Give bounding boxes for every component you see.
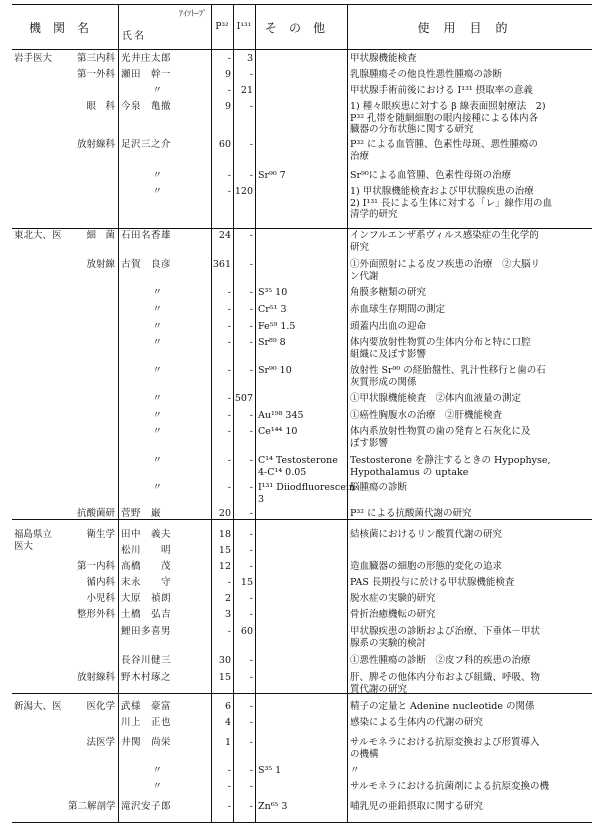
empty-cell-dash: - [227,426,231,437]
p32-amount-cell: 30 [218,655,231,666]
purpose-cell: 体内要放射性物質の生体内分布と特に口腔 組織に及ぼす影響 [350,337,531,360]
p32-amount-cell: 9 [224,69,231,80]
purpose-cell: 〃 [350,765,360,776]
p32-amount-cell: 361 [212,259,231,270]
empty-cell-dash: - [249,287,253,298]
unit-cell: 福島県立 医大 [14,529,53,552]
i131-amount-cell: 507 [234,393,253,404]
purpose-cell: ①悪性腫瘍の診断 ②皮フ科的疾患の治療 [350,655,531,666]
table-bottom-rule [12,822,592,823]
empty-cell-dash: - [227,170,231,181]
purpose-cell: 造血臓器の細胞の形態的変化の追求 [350,561,503,572]
empty-cell-dash: - [249,561,253,572]
other-isotope-cell: Ce¹⁴⁴ 10 [258,426,298,437]
researcher-name-cell: 〃 [152,321,162,332]
empty-cell-dash: - [249,170,253,181]
purpose-cell: 精子の定量と Adenine nucleotide の関係 [350,701,535,712]
empty-cell-dash: - [227,337,231,348]
empty-cell-dash: - [227,455,231,466]
researcher-name-cell: 〃 [152,393,162,404]
p32-amount-cell: 20 [218,508,231,519]
purpose-cell: Testosterone を静注するときの Hypophyse, Hypothalamus の uptake [350,455,551,478]
department-cell: 医化学 [86,701,115,712]
researcher-name-cell: 土橋 弘吉 [121,609,172,620]
empty-cell-dash: - [249,781,253,792]
purpose-cell: 体内系放射性物質の歯の発育と石灰化に及 ぼす影響 [350,426,531,449]
department-cell: 放射線科 [76,672,115,683]
purpose-cell: サルモネラにおける抗原変換および形質導入 の機構 [350,737,540,760]
researcher-name-cell: 〃 [152,765,162,776]
empty-cell-dash: - [249,321,253,332]
column-divider [118,4,119,822]
empty-cell-dash: - [227,801,231,812]
purpose-cell: 1) 種々眼疾患に対する β 線表面照射療法 2) P³² 孔帯を随網細胞の眼内接種による体内各 臓器の分布状態に関する研究 [350,101,546,135]
researcher-name-cell: 末永 守 [121,577,172,588]
purpose-cell: 1) 甲状腺機能検査および甲状腺疾患の治療 2) I¹³¹ 長による生体に対する「レ」線作用の血 清学的研究 [350,186,552,220]
purpose-cell: ①甲状腺機能検査 ②体内血液量の測定 [350,393,522,404]
empty-cell-dash: - [227,765,231,776]
purpose-cell: P³² による血管腫、色素性母斑、悪性腫瘍の 治療 [350,139,539,162]
document-table [12,4,592,822]
purpose-cell: 脱水症の実験的研究 [350,593,436,604]
p32-amount-cell: 18 [218,529,231,540]
researcher-name-cell: 滝沢安子郎 [121,801,172,812]
researcher-name-cell: 野木村琢之 [121,672,172,683]
unit-cell: 東北大、医 [14,230,62,241]
researcher-name-cell: 大原 禎朗 [121,593,172,604]
purpose-cell: サルモネラにおける抗菌剤による抗原変換の機 [350,781,550,792]
empty-cell-dash: - [249,765,253,776]
purpose-cell: インフルエンザ系ヴィルス感染症の生化学的 研究 [350,230,539,253]
empty-cell-dash: - [227,626,231,637]
column-divider [347,4,348,822]
researcher-name-cell: 瀬田 幹一 [121,69,172,80]
p32-amount-cell: 1 [224,737,231,748]
researcher-name-cell: 〃 [152,85,162,96]
purpose-cell: 哺乳児の亜鉛摂取に関する研究 [350,801,484,812]
department-cell: 第二解剖学 [68,801,116,812]
purpose-cell: 肝、脾その他体内分布および組織、呼吸、物 質代謝の研究 [350,672,541,695]
empty-cell-dash: - [249,365,253,376]
i131-amount-cell: 60 [240,626,253,637]
department-cell: 細 菌 [86,230,115,241]
researcher-name-cell: 田中 義夫 [121,529,172,540]
department-cell: 整形外科 [76,609,115,620]
empty-cell-dash: - [249,426,253,437]
empty-cell-dash: - [227,393,231,404]
purpose-cell: ①外面照射による皮フ疾患の治療 ②大脳リ ン代謝 [350,259,541,282]
empty-cell-dash: - [249,593,253,604]
p32-amount-cell: 2 [224,593,231,604]
other-isotope-cell: I¹³¹ Diiodfluorescein 3 [258,482,356,505]
p32-amount-cell: 15 [218,545,231,556]
other-isotope-cell: S³⁵ 1 [258,765,282,776]
researcher-name-cell: 〃 [152,365,162,376]
empty-cell-dash: - [227,287,231,298]
empty-cell-dash: - [249,701,253,712]
i131-amount-cell: 15 [240,577,253,588]
empty-cell-dash: - [249,259,253,270]
department-cell: 法医学 [86,737,115,748]
department-cell: 第一内科 [76,561,115,572]
section-divider [12,228,592,229]
empty-cell-dash: - [227,321,231,332]
empty-cell-dash: - [227,85,231,96]
header-i131: I¹³¹ [236,22,252,32]
empty-cell-dash: - [249,139,253,150]
empty-cell-dash: - [227,577,231,588]
researcher-name-cell: 〃 [152,337,162,348]
empty-cell-dash: - [227,304,231,315]
p32-amount-cell: 3 [224,609,231,620]
other-isotope-cell: Sr⁸⁹ 8 [258,337,286,348]
header-isotope-label: ｱｲｿﾄｰﾌﾟ [179,9,207,18]
empty-cell-dash: - [249,101,253,112]
department-cell: 第三内科 [76,53,115,64]
purpose-cell: Sr⁹⁰による血管腫、色素性母斑の治療 [350,170,512,181]
researcher-name-cell: 〃 [152,304,162,315]
empty-cell-dash: - [249,737,253,748]
header-organization: 機関名 [28,20,101,35]
empty-cell-dash: - [249,672,253,683]
p32-amount-cell: 60 [218,139,231,150]
researcher-name-cell: 〃 [152,186,162,197]
purpose-cell: 放射性 Sr⁹⁰ の経胎盤性、乳汁性移行と歯の石 灰質形成の関係 [350,365,546,388]
empty-cell-dash: - [249,717,253,728]
column-divider [255,4,256,822]
other-isotope-cell: C¹⁴ Testosterone 4-C¹⁴ 0.05 [258,455,338,478]
purpose-cell: 乳腺腫瘍その他良性悪性腫瘍の診断 [350,69,503,80]
other-isotope-cell: Sr⁹⁰ 7 [258,170,286,181]
empty-cell-dash: - [249,545,253,556]
empty-cell-dash: - [249,801,253,812]
unit-cell: 新潟大、医 [14,701,62,712]
researcher-name-cell: 古賀 良彦 [121,259,172,270]
i131-amount-cell: 120 [234,186,253,197]
department-cell: 抗酸菌研 [76,508,115,519]
purpose-cell: 赤血球生存期間の測定 [350,304,446,315]
empty-cell-dash: - [249,508,253,519]
p32-amount-cell: 9 [224,101,231,112]
p32-amount-cell: 15 [218,672,231,683]
researcher-name-cell: 長谷川健三 [121,655,172,666]
empty-cell-dash: - [249,455,253,466]
empty-cell-dash: - [227,410,231,421]
researcher-name-cell: 菅野 巌 [121,508,162,519]
empty-cell-dash: - [227,186,231,197]
header-name [118,5,211,49]
empty-cell-dash: - [249,529,253,540]
department-cell: 放射線 [86,259,115,270]
department-cell: 小児科 [86,593,115,604]
i131-amount-cell: 3 [246,53,253,64]
other-isotope-cell: S³⁵ 10 [258,287,288,298]
p32-amount-cell: 24 [218,230,231,241]
purpose-cell: PAS 長期投与に於ける甲状腺機能検査 [350,577,515,588]
empty-cell-dash: - [249,337,253,348]
researcher-name-cell: 〃 [152,287,162,298]
empty-cell-dash: - [227,482,231,493]
header-name-label: 氏名 [122,31,146,42]
empty-cell-dash: - [249,609,253,620]
p32-amount-cell: 4 [224,717,231,728]
other-isotope-cell: Cr⁵¹ 3 [258,304,287,315]
other-isotope-cell: Zn⁶⁵ 3 [258,801,288,812]
empty-cell-dash: - [249,304,253,315]
purpose-cell: P³² による抗酸菌代謝の研究 [350,508,472,519]
empty-cell-dash: - [249,482,253,493]
department-cell: 眼 科 [86,101,115,112]
researcher-name-cell: 〃 [152,781,162,792]
purpose-cell: 骨折治癒機転の研究 [350,609,436,620]
other-isotope-cell: Au¹⁹⁸ 345 [258,410,304,421]
purpose-cell: 頭蓋内出血の迎命 [350,321,427,332]
empty-cell-dash: - [227,53,231,64]
purpose-cell: 角膜多糖類の研究 [350,287,427,298]
purpose-cell: 甲状腺手術前後における I¹³¹ 摂取率の意義 [350,85,533,96]
empty-cell-dash: - [249,655,253,666]
table-header [12,4,592,50]
researcher-name-cell: 〃 [152,170,162,181]
researcher-name-cell: 井関 尚栄 [121,737,172,748]
empty-cell-dash: - [249,69,253,80]
researcher-name-cell: 〃 [152,426,162,437]
department-cell: 衛生学 [86,529,115,540]
purpose-cell: ①癌性胸腹水の治療 ②肝機能検査 [350,410,503,421]
header-p32: P³² [215,22,229,32]
unit-cell: 岩手医大 [14,53,53,64]
empty-cell-dash: - [249,230,253,241]
researcher-name-cell: 〃 [152,410,162,421]
researcher-name-cell: 光井庄太郎 [121,53,172,64]
researcher-name-cell: 〃 [152,482,162,493]
researcher-name-cell: 武様 豪富 [121,701,172,712]
researcher-name-cell: 今泉 亀撤 [121,101,172,112]
p32-amount-cell: 6 [224,701,231,712]
researcher-name-cell: 高橋 茂 [121,561,172,572]
purpose-cell: 脳腫瘍の診断 [350,482,408,493]
i131-amount-cell: 21 [240,85,253,96]
purpose-cell: 甲状腺疾患の診断および治療、下垂体－甲状 腺系の実験的検討 [350,626,541,649]
researcher-name-cell: 松川 明 [121,545,172,556]
p32-amount-cell: 12 [218,561,231,572]
purpose-cell: 甲状腺機能検査 [350,53,417,64]
other-isotope-cell: Fe⁵⁹ 1.5 [258,321,296,332]
researcher-name-cell: 足沢三之介 [121,139,172,150]
header-other: その他 [264,20,337,35]
purpose-cell: 感染による生体内の代謝の研究 [350,717,484,728]
empty-cell-dash: - [249,410,253,421]
department-cell: 循内科 [86,577,115,588]
department-cell: 放射線科 [76,139,115,150]
empty-cell-dash: - [227,781,231,792]
researcher-name-cell: 石田名香雄 [121,230,172,241]
researcher-name-cell: 鯉田多喜男 [121,626,172,637]
researcher-name-cell: 川上 正也 [121,717,172,728]
researcher-name-cell: 〃 [152,455,162,466]
other-isotope-cell: Sr⁹⁰ 10 [258,365,292,376]
purpose-cell: 結核菌におけるリン酸質代謝の研究 [350,529,503,540]
empty-cell-dash: - [227,365,231,376]
header-purpose: 使用目的 [417,20,522,35]
department-cell: 第一外科 [76,69,115,80]
